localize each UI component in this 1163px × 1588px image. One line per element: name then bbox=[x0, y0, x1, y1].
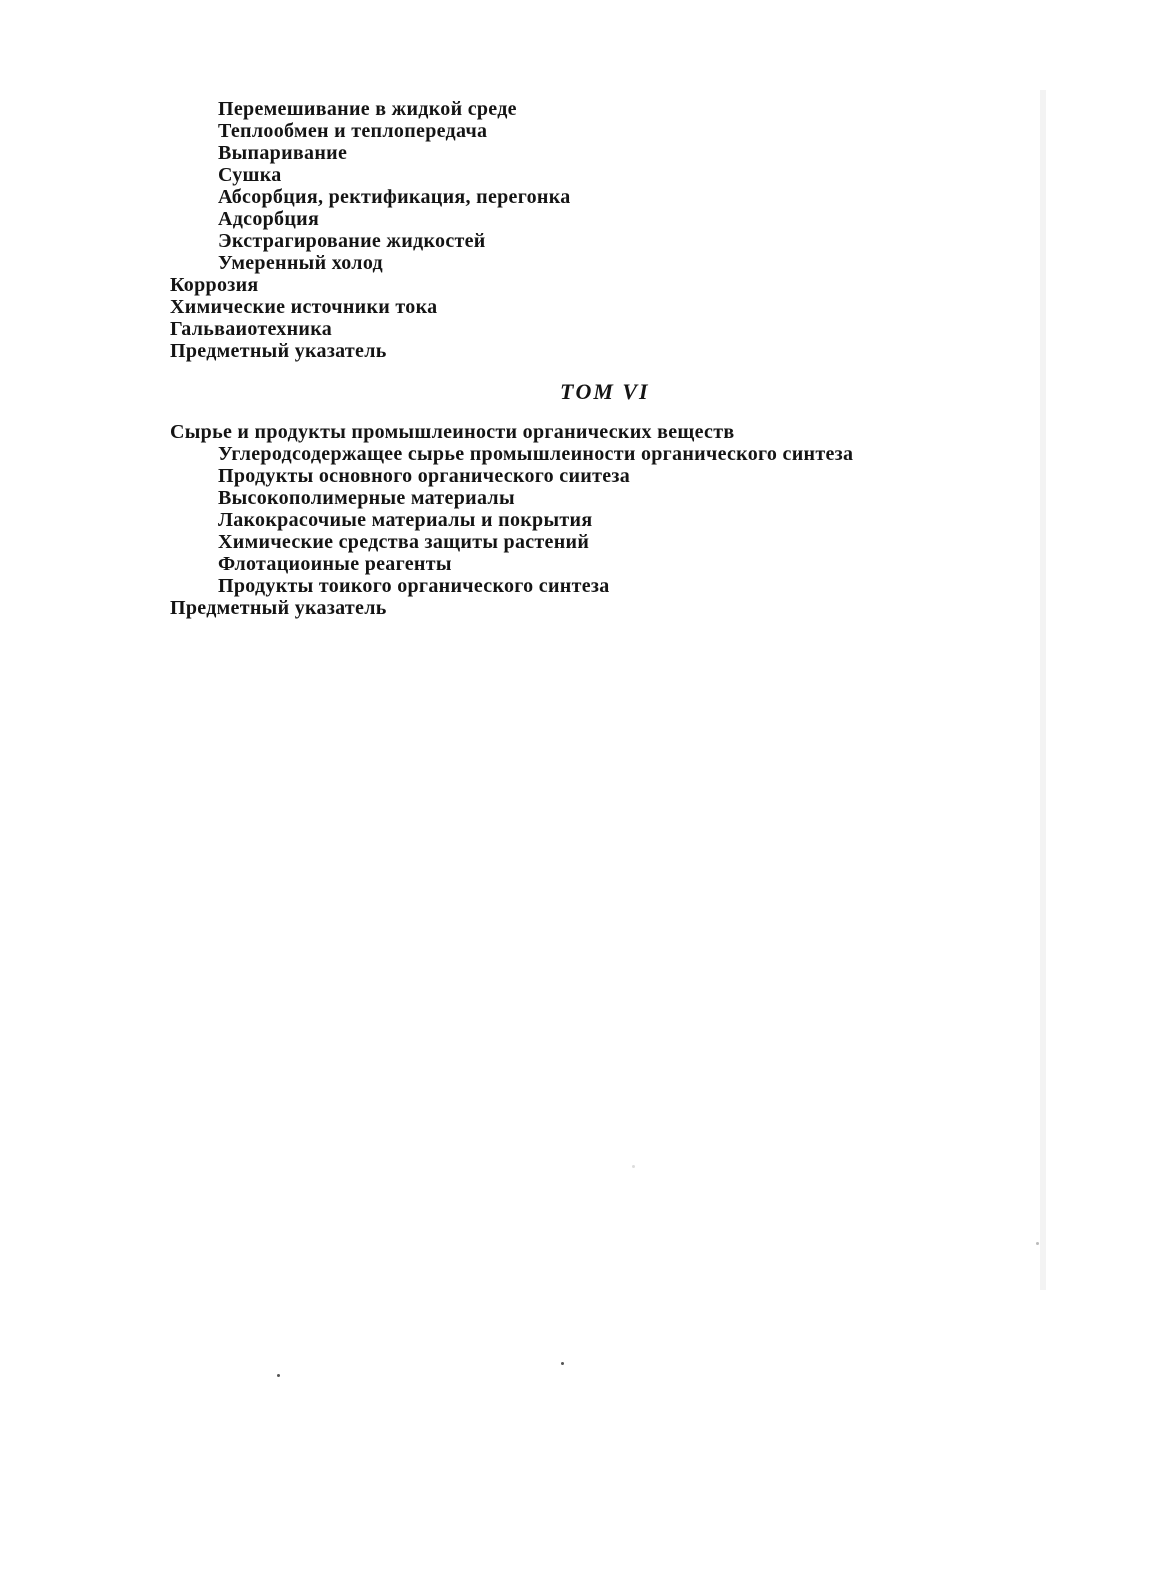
toc-subitem: Экстрагирование жидкостей bbox=[218, 230, 486, 252]
toc-subitem: Абсорбция, ректификация, перегонка bbox=[218, 186, 571, 208]
toc-item: Предметный указатель bbox=[170, 597, 387, 619]
scan-edge-shadow bbox=[1040, 90, 1046, 1290]
toc-subitem: Перемешивание в жидкой среде bbox=[218, 98, 517, 120]
toc-subitem: Высокополимерные материалы bbox=[218, 487, 515, 509]
toc-subitem: Продукты тоикого органического синтеза bbox=[218, 575, 610, 597]
scan-speck bbox=[277, 1374, 280, 1377]
scan-speck bbox=[561, 1362, 564, 1365]
toc-item: Гальваиотехника bbox=[170, 318, 333, 340]
volume-heading: ТОМ VI bbox=[560, 379, 650, 404]
scan-speck bbox=[1036, 1242, 1039, 1245]
toc-subitem: Сушка bbox=[218, 164, 282, 186]
toc-subitem: Теплообмен и теплопередача bbox=[218, 120, 488, 142]
toc-subitem: Химические средства защиты растений bbox=[218, 531, 590, 553]
toc-item: Химические источники тока bbox=[170, 296, 438, 318]
toc-subitem: Продукты основного органического сиитеза bbox=[218, 465, 631, 487]
toc-item: Предметный указатель bbox=[170, 340, 387, 362]
toc-subitem: Флотациоиные реагенты bbox=[218, 553, 452, 575]
toc-subitem: Лакокрасочиые материалы и покрытия bbox=[218, 509, 593, 531]
toc-subitem: Умеренный холод bbox=[218, 252, 383, 274]
toc-subitem: Выпаривание bbox=[218, 142, 348, 164]
scan-speck bbox=[632, 1165, 635, 1168]
toc-subitem: Адсорбция bbox=[218, 208, 320, 230]
toc-subitem: Углеродсодержащее сырье промышлеиности органического синтеза bbox=[218, 443, 854, 465]
toc-section-title: Сырье и продукты промышлеиности органических веществ bbox=[170, 421, 735, 443]
toc-item: Коррозия bbox=[170, 274, 259, 296]
